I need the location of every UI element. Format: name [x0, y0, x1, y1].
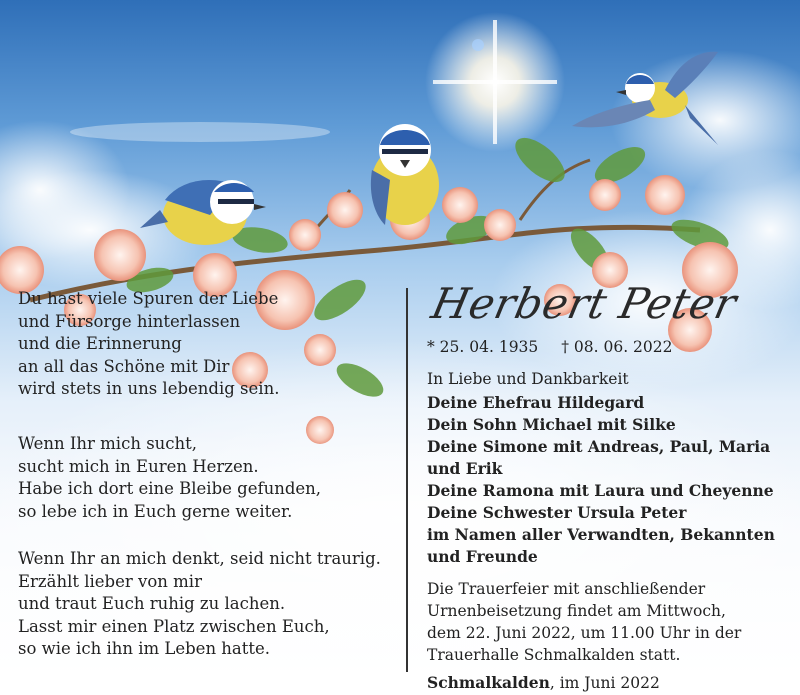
mourner-line: und Erik [427, 459, 503, 478]
poem-stanza-2 [18, 433, 321, 523]
column-divider [406, 288, 408, 672]
intro-line: In Liebe und Dankbarkeit [427, 370, 629, 388]
poem-stanza-1 [18, 288, 279, 401]
mourner-line: Deine Simone mit Andreas, Paul, Maria [427, 437, 771, 456]
mourner-line: und Freunde [427, 547, 538, 566]
service-line: Die Trauerfeier mit anschließender [427, 580, 706, 598]
poem-line: Erzählt lieber von mir [18, 571, 202, 591]
poem-line: und die Erinnerung [18, 334, 182, 353]
sun [425, 12, 565, 152]
poem-line: Habe ich dort eine Bleibe gefunden, [18, 479, 322, 498]
birth-date: * 25. 04. 1935 [427, 338, 539, 356]
closing-place: Schmalkalden [427, 673, 550, 692]
mourner-line: Dein Sohn Michael mit Silke [427, 415, 676, 434]
service-line: Trauerhalle Schmalkalden statt. [427, 646, 681, 664]
poem-line: so lebe ich in Euch gerne weiter. [18, 501, 293, 521]
poem-line: an all das Schöne mit Dir [18, 356, 230, 376]
poem-line: so wie ich ihn im Leben hatte. [18, 639, 271, 658]
poem-stanza-3 [18, 548, 381, 661]
closing-date: , im Juni 2022 [549, 674, 660, 692]
mourner-line: im Namen aller Verwandten, Bekannten [427, 525, 775, 544]
poem-line: Wenn Ihr an mich denkt, seid nicht traurig. [18, 549, 381, 568]
poem-line: und Fürsorge hinterlassen [18, 311, 241, 331]
mourner-line: Deine Ramona mit Laura und Cheyenne [427, 481, 774, 500]
death-date: † 08. 06. 2022 [561, 338, 673, 356]
poem-line: wird stets in uns lebendig sein. [18, 379, 280, 398]
mourner-line: Deine Schwester Ursula Peter [427, 503, 687, 522]
mourner-line: Deine Ehefrau Hildegard [427, 393, 645, 412]
poem-line: Du hast viele Spuren der Liebe [18, 289, 279, 308]
bird-middle [371, 124, 439, 225]
service-line: dem 22. Juni 2022, um 11.00 Uhr in der [427, 624, 742, 642]
poem-line: sucht mich in Euren Herzen. [18, 456, 259, 476]
announcement-column [427, 278, 787, 694]
poem-line: und traut Euch ruhig zu lachen. [18, 594, 286, 613]
deceased-name: Herbert Peter [427, 279, 741, 328]
life-dates [427, 336, 787, 358]
poem-line: Lasst mir einen Platz zwischen Euch, [18, 616, 330, 636]
service-line: Urnenbeisetzung findet am Mittwoch, [427, 602, 726, 620]
poem-line: Wenn Ihr mich sucht, [18, 434, 198, 453]
service-notice [427, 578, 787, 666]
closing-line [427, 672, 787, 694]
mourners-list [427, 392, 787, 568]
